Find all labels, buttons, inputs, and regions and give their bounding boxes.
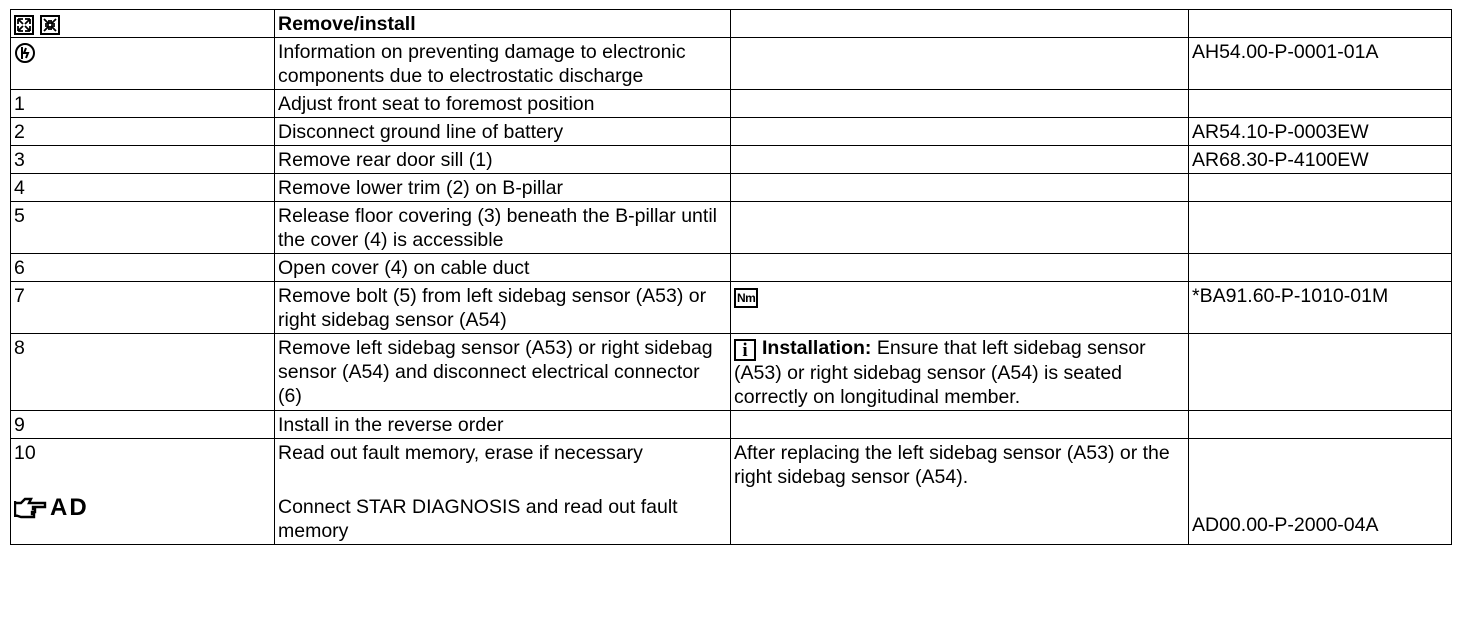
esd-row — [11, 38, 1452, 90]
step-number: 10 — [14, 442, 36, 464]
table-row — [11, 254, 1452, 282]
step-number: 4 — [11, 174, 275, 202]
step-text: Open cover (4) on cable duct — [275, 254, 731, 282]
procedure-table — [10, 9, 1452, 545]
table-row — [11, 282, 1452, 334]
step-number: 1 — [11, 90, 275, 118]
step-text: Remove left sidebag sensor (A53) or right sidebag sensor (A54) and disconnect electrical connector (6) — [275, 334, 731, 411]
table-row — [11, 146, 1452, 174]
expand-icon[interactable] — [14, 15, 34, 35]
diagnosis-text: Connect STAR DIAGNOSIS and read out fault memory — [278, 496, 678, 542]
step-text: Adjust front seat to foremost position — [275, 90, 731, 118]
step-number: 3 — [11, 146, 275, 174]
esd-ref[interactable]: AH54.00-P-0001-01A — [1189, 38, 1452, 90]
step-number: 7 — [11, 282, 275, 334]
step-ref[interactable]: AR68.30-P-4100EW — [1189, 146, 1452, 174]
step-text: Remove bolt (5) from left sidebag sensor (A53) or right sidebag sensor (A54) — [275, 282, 731, 334]
step-text: Remove lower trim (2) on B-pillar — [275, 174, 731, 202]
header-empty-4 — [1189, 10, 1452, 38]
header-title: Remove/install — [275, 10, 731, 38]
note-text: Ensure that left sidebag sensor (A53) or right sidebag sensor (A54) is seated correctly on longitudinal member. — [734, 337, 1146, 408]
step-text: Disconnect ground line of battery — [275, 118, 731, 146]
ad-label: AD — [50, 494, 89, 521]
table-row — [11, 174, 1452, 202]
diagnosis-ref[interactable]: AD00.00-P-2000-04A — [1192, 514, 1379, 536]
diagnosis-marker — [14, 495, 270, 521]
torque-nm-icon[interactable]: Nm — [734, 288, 758, 308]
table-row — [11, 90, 1452, 118]
step-text: Install in the reverse order — [275, 411, 731, 439]
table-row — [11, 334, 1452, 411]
step-number: 8 — [11, 334, 275, 411]
step-note — [731, 334, 1189, 411]
table-row — [11, 411, 1452, 439]
step-number: 9 — [11, 411, 275, 439]
header-empty-3 — [731, 10, 1189, 38]
header-row — [11, 10, 1452, 38]
step-number: 6 — [11, 254, 275, 282]
step-ref[interactable]: AR54.10-P-0003EW — [1189, 118, 1452, 146]
table-row — [11, 439, 1452, 545]
step-ref[interactable]: *BA91.60-P-1010-01M — [1189, 282, 1452, 334]
info-icon: i — [734, 339, 756, 361]
esd-warning-icon — [14, 42, 36, 64]
step-text: Remove rear door sill (1) — [275, 146, 731, 174]
header-icons-cell — [11, 10, 275, 38]
step-number: 2 — [11, 118, 275, 146]
table-row — [11, 118, 1452, 146]
collapse-icon[interactable] — [40, 15, 60, 35]
note-label: Installation: — [762, 337, 872, 359]
step-text: Read out fault memory, erase if necessary — [278, 442, 643, 464]
step-text: Release floor covering (3) beneath the B-pillar until the cover (4) is accessible — [275, 202, 731, 254]
step-number: 5 — [11, 202, 275, 254]
pointing-hand-icon — [14, 497, 48, 519]
table-row — [11, 202, 1452, 254]
esd-text: Information on preventing damage to electronic components due to electrostatic discharge — [275, 38, 731, 90]
step-note: After replacing the left sidebag sensor (A53) or the right sidebag sensor (A54). — [731, 439, 1189, 545]
